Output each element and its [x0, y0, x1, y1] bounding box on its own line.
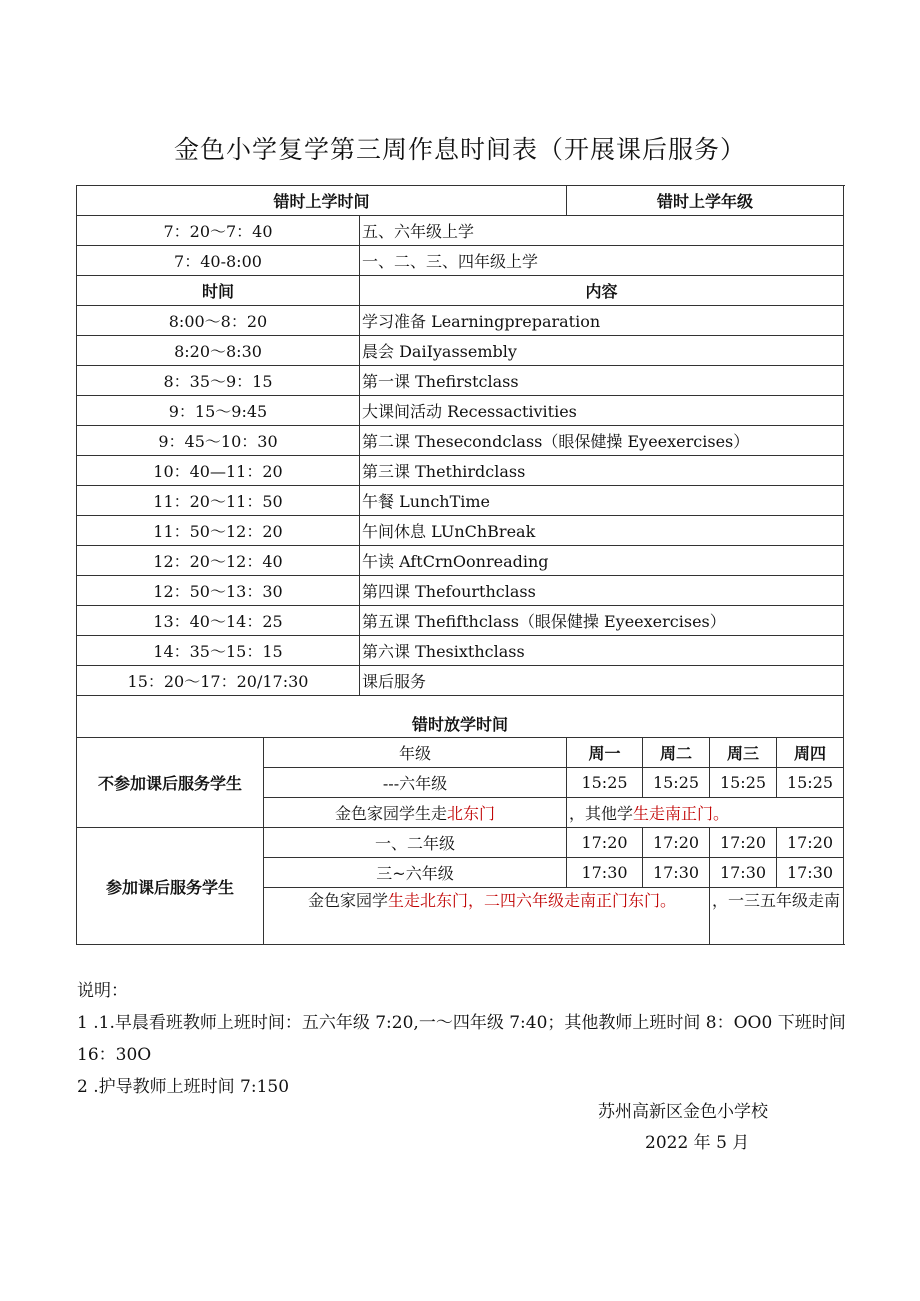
- dismissal-time: 17:30: [643, 858, 710, 888]
- schedule-content: 学习准备 Learningpreparation: [360, 306, 844, 336]
- notes: [77, 975, 847, 1103]
- arrival-grade-header: 错时上学年级: [567, 186, 844, 216]
- dismissal-grade: ---六年级: [264, 768, 567, 798]
- table-row: [77, 246, 844, 276]
- notes-line-1: 1 .1.早晨看班教师上班时间：五六年级 7:20,一～四年级 7:40；其他教师上班时间 8：OO0 下班时间 16：30O: [77, 1013, 846, 1065]
- dismissal-time: 17:20: [710, 828, 777, 858]
- table-row: [77, 216, 844, 246]
- table-row: [77, 366, 844, 396]
- exit-note-text: ，其他学: [569, 804, 634, 823]
- group-label-service: 参加课后服务学生: [77, 828, 264, 945]
- dismissal-header: 错时放学时间: [77, 696, 844, 738]
- dismissal-time: 15:25: [567, 768, 643, 798]
- grade-column-header: 年级: [264, 738, 567, 768]
- table-row: [77, 336, 844, 366]
- table-row: [77, 426, 844, 456]
- table-row: [77, 486, 844, 516]
- schedule-content: 第一课 Thefirstclass: [360, 366, 844, 396]
- schedule-time: 8:20～8:30: [77, 336, 360, 366]
- schedule-time: 10：40—11：20: [77, 456, 360, 486]
- day-header-wed: 周三: [710, 738, 777, 768]
- schedule-time: 15：20～17：20/17:30: [77, 666, 360, 696]
- day-header-thu: 周四: [777, 738, 844, 768]
- day-header-tue: 周二: [643, 738, 710, 768]
- schedule-time: 8:00～8：20: [77, 306, 360, 336]
- dismissal-grade: 一、二年级: [264, 828, 567, 858]
- schedule-time: 9：15～9:45: [77, 396, 360, 426]
- table-row: [77, 306, 844, 336]
- table-row: [77, 606, 844, 636]
- table-row: [77, 576, 844, 606]
- schedule-content: 第四课 Thefourthclass: [360, 576, 844, 606]
- schedule-content: 午餐 LunchTime: [360, 486, 844, 516]
- notes-heading: 说明：: [77, 981, 128, 1001]
- group-label-no-service: 不参加课后服务学生: [77, 738, 264, 828]
- dismissal-time: 17:20: [567, 828, 643, 858]
- exit-note-no-service-b: [567, 798, 844, 828]
- table-row: [77, 516, 844, 546]
- exit-note-no-service-a: [264, 798, 567, 828]
- schedule-time: 9：45～10：30: [77, 426, 360, 456]
- exit-note-red: 北东门: [447, 804, 496, 823]
- day-header-mon: 周一: [567, 738, 643, 768]
- notes-line-2: 2 .护导教师上班时间 7:150: [77, 1077, 290, 1097]
- exit-note-red: 南正门东门。: [580, 891, 677, 910]
- schedule-content: 大课间活动 Recessactivities: [360, 396, 844, 426]
- arrival-time-header: 错时上学时间: [77, 186, 567, 216]
- table-row: [77, 396, 844, 426]
- exit-note-service-a: [264, 888, 710, 945]
- table-row: [77, 456, 844, 486]
- schedule-time: 13：40～14：25: [77, 606, 360, 636]
- schedule-content: 第五课 Thefifthclass（眼保健操 Eyeexercises）: [360, 606, 844, 636]
- dismissal-time: 17:20: [643, 828, 710, 858]
- arrival-time: 7：20～7：40: [77, 216, 360, 246]
- dismissal-time: 17:30: [710, 858, 777, 888]
- schedule-content: 晨会 DaiIyassembly: [360, 336, 844, 366]
- schedule-time: 12：50～13：30: [77, 576, 360, 606]
- arrival-grade: 五、六年级上学: [360, 216, 844, 246]
- exit-note-text: 金色家园学: [308, 891, 389, 910]
- schedule-time: 12：20～12：40: [77, 546, 360, 576]
- arrival-grade: 一、二、三、四年级上学: [360, 246, 844, 276]
- dismissal-grade: 三~六年级: [264, 858, 567, 888]
- exit-note-service-b: ，一三五年级走南: [710, 888, 844, 945]
- dismissal-time: 17:20: [777, 828, 844, 858]
- schedule-content-header: 内容: [360, 276, 844, 306]
- exit-note-text: 金色家园学生走: [334, 804, 447, 823]
- dismissal-time: 15:25: [710, 768, 777, 798]
- schedule-time: 8：35～9：15: [77, 366, 360, 396]
- signature-school: 苏州高新区金色小学校: [598, 1102, 768, 1122]
- signature-date: 2022 年 5 月: [645, 1133, 750, 1153]
- arrival-time: 7：40-8:00: [77, 246, 360, 276]
- schedule-content: 午间休息 LUnChBreak: [360, 516, 844, 546]
- schedule-time: 11：50～12：20: [77, 516, 360, 546]
- dismissal-time: 17:30: [567, 858, 643, 888]
- table-row: [77, 666, 844, 696]
- table-row: [77, 546, 844, 576]
- schedule-content: 课后服务: [360, 666, 844, 696]
- schedule-time-header: 时间: [77, 276, 360, 306]
- schedule-content: 午读 AftCrnOonreading: [360, 546, 844, 576]
- page-title: 金色小学复学第三周作息时间表（开展课后服务）: [173, 135, 746, 164]
- exit-note-red: 生走北东门，二四六年级走: [388, 891, 581, 910]
- dismissal-time: 15:25: [643, 768, 710, 798]
- schedule-table: [76, 185, 844, 945]
- dismissal-time: 15:25: [777, 768, 844, 798]
- schedule-content: 第二课 Thesecondclass（眼保健操 Eyeexercises）: [360, 426, 844, 456]
- dismissal-time: 17:30: [777, 858, 844, 888]
- schedule-content: 第三课 Thethirdclass: [360, 456, 844, 486]
- schedule-time: 11：20～11：50: [77, 486, 360, 516]
- schedule-content: 第六课 Thesixthclass: [360, 636, 844, 666]
- exit-note-red: 生走南正门。: [633, 804, 730, 823]
- table-row: [77, 636, 844, 666]
- schedule-time: 14：35～15：15: [77, 636, 360, 666]
